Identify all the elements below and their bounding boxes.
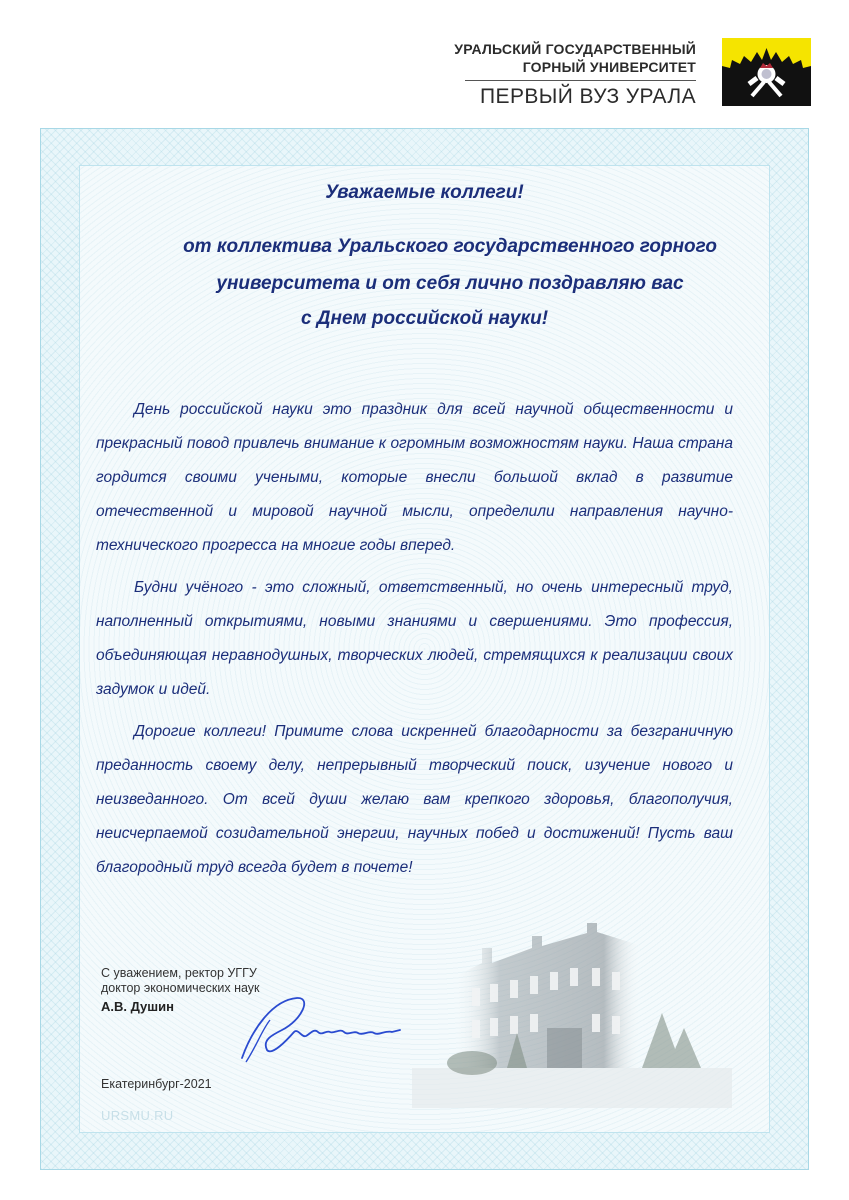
paragraph: Дорогие коллеги! Примите слова искренней благодарности за безграничную преданность своему делу, непрерывный творческий поиск, изучение нового и неизведанного. От всей души желаю вам крепкого здоровья, благополучия, неисчерпаемой созидательной энергии, научных побед и достижений! Пусть ваш благородный труд всегда будет в почете! xyxy=(96,723,733,876)
paragraph: День российской науки это праздник для всей научной общественности и прекрасный повод привлечь внимание к огромным возможностям науки. Наша страна гордится своими учеными, которые внесли большой вклад в развитие отечественной и мировой научной мысли, определили направления научно-технического прогресса на многие годы вперед. xyxy=(96,401,733,554)
intro-text xyxy=(140,228,760,302)
header-divider xyxy=(465,80,696,81)
signature-line-1: С уважением, ректор УГГУ xyxy=(101,966,257,980)
university-name-line1: УРАЛЬСКИЙ ГОСУДАРСТВЕННЫЙ xyxy=(454,41,696,57)
salutation: Уважаемые коллеги! xyxy=(325,182,524,203)
intro-line-2: университета и от себя лично поздравляю вас xyxy=(216,273,684,294)
crowned-hammers-emblem-icon xyxy=(722,38,811,106)
signature-line-2: доктор экономических наук xyxy=(101,981,260,995)
city-year: Екатеринбург-2021 xyxy=(101,1077,212,1091)
intro-line-3: с Днем российской науки! xyxy=(300,308,549,329)
handwritten-signature xyxy=(232,990,408,1070)
paragraph: Будни учёного - это сложный, ответственный, но очень интересный труд, наполненный открытиями, новыми знаниями и свершениями. Это профессия, объединяющая неравнодушных, творческих людей, стремящихся к реализации своих задумок и идей. xyxy=(96,579,733,698)
signatory-name: А.В. Душин xyxy=(101,999,174,1014)
university-name xyxy=(454,40,696,76)
university-name-line2: ГОРНЫЙ УНИВЕРСИТЕТ xyxy=(522,59,696,75)
university-building-illustration xyxy=(412,918,732,1108)
university-slogan: ПЕРВЫЙ ВУЗ УРАЛА xyxy=(480,85,696,108)
intro-line-1: от коллектива Уральского государственного горного xyxy=(183,236,717,257)
website-watermark: URSMU.RU xyxy=(101,1108,174,1123)
letter-body xyxy=(96,393,733,893)
